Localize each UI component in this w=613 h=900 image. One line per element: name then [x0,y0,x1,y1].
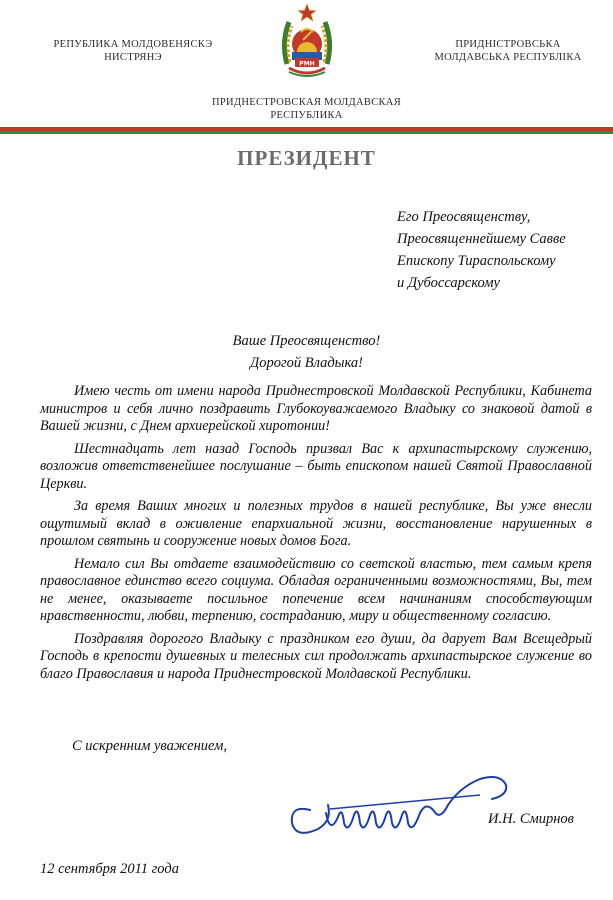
addressee-line: Его Преосвященству, [397,209,531,225]
header-center-line2: РЕСПУБЛИКА [270,110,343,121]
letter-date: 12 сентября 2011 года [40,861,179,877]
addressee-line: Епископу Тираспольскому [397,253,556,269]
salutation-block [0,330,613,374]
header-left-line2: НИСТРЯНЭ [104,52,162,63]
header-right-line1: ПРИДНІСТРОВСЬКА [455,39,561,50]
header-left-line1: РЕПУБЛИКА МОЛДОВЕНЯСКЭ [53,39,213,50]
salutation-line: Ваше Преосвященство! [232,333,381,349]
letter-body [40,383,592,688]
body-paragraph: За время Ваших многих и полезных трудов в нашей республике, Вы уже внесли ощутимый вклад в оживление епархиальной жизни, восстановление нарушенных в прошлом святынь и сооружение новых домов Бога. [40,498,592,549]
body-paragraph: Имею честь от имени народа Приднестровской Молдавской Республики, Кабинета министров и себя лично поздравить Глубокоуважаемого Владыку со знаковой датой в Вашей жизни, с Днем архиерейской хиротонии! [40,383,592,434]
header-center-line1: ПРИДНЕСТРОВСКАЯ МОЛДАВСКАЯ [211,97,401,108]
header-stripe-green [0,131,613,134]
body-paragraph: Немало сил Вы отдаете взаимодействию со светской властью, тем самым крепя православное единство всего социума. Обладая ограниченными возможностями, Вы, тем не менее, оказываете посильное попечение всем начинаниям способствующим нравственности, любви, терпению, состраданию, миру и общественному согласию. [40,555,592,624]
page-title: ПРЕЗИДЕНТ [237,146,376,170]
body-paragraph: Поздравляя дорогого Владыку с праздником его души, да дарует Вам Всещедрый Господь в крепости душевных и телесных сил продолжать архипастырское служение во благо Православия и народа Приднестровской Молдавской Республики. [40,630,592,682]
signer-name: И.Н. Смирнов [488,811,574,827]
emblem-ribbon-label: РМН [299,60,315,68]
header-center-russian [190,96,423,122]
header-left-moldovan [38,38,228,64]
addressee-block [397,206,612,294]
addressee-line: Преосвященнейшему Савве [397,231,566,247]
addressee-line: и Дубоссарскому [397,275,500,291]
header-right-line2: МОЛДАВСЬКА РЕСПУБЛІКА [434,52,582,63]
state-emblem-icon [277,2,337,80]
closing-phrase: С искренним уважением, [72,738,227,754]
salutation-line: Дорогой Владыка! [249,355,364,371]
header-right-ukrainian [408,38,608,64]
handwritten-signature [270,765,520,845]
body-paragraph: Шестнадцать лет назад Господь призвал Вас к архипастырскому служению, возложив ответственейшее послушание – быть епископом нашей Святой Православной Церкви. [40,440,592,492]
